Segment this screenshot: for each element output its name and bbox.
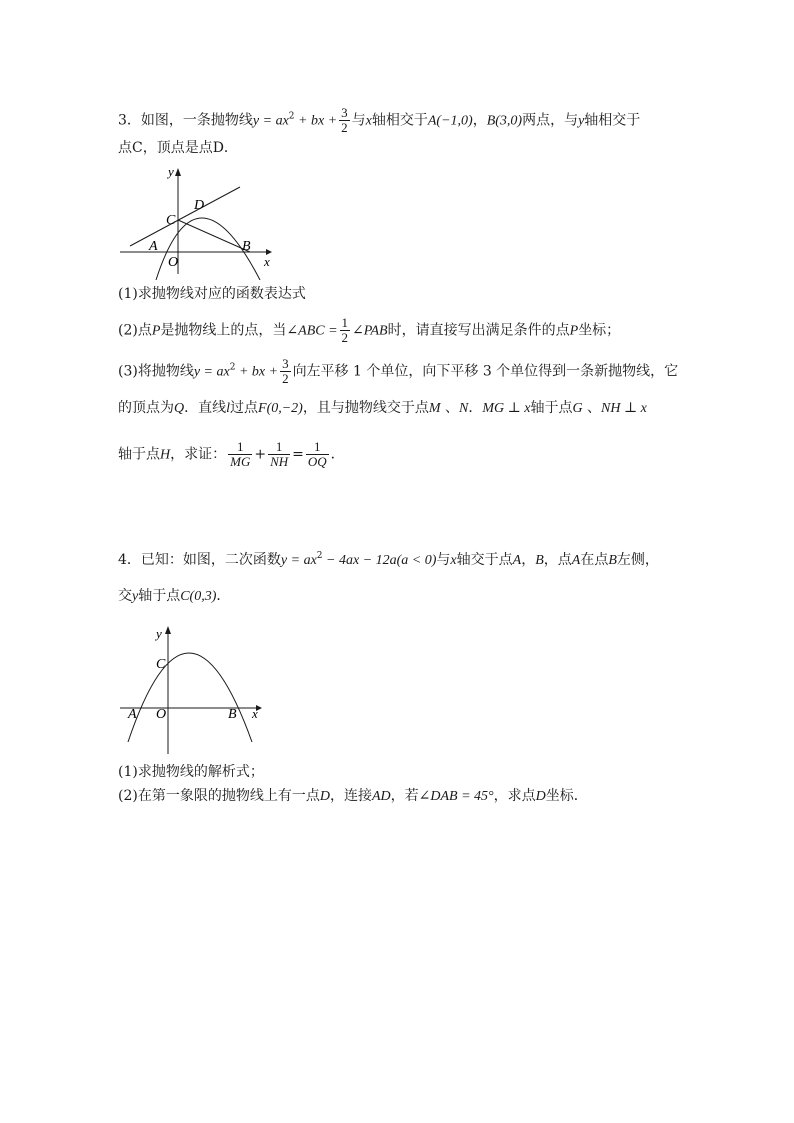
fraction: $\frac{1}{2}$ — [341, 315, 349, 345]
q4-part1: (1)求抛物线的解析式； — [118, 764, 264, 780]
q3-part1: (1)求抛物线对应的函数表达式 — [118, 286, 306, 302]
fraction: $\frac{1}{OQ}$ — [307, 439, 327, 469]
q3-part2: (2)点P是抛物线上的点，当∠ABC = $\frac{1}{2}$ ∠PAB时，请直接写出满足条件的点P坐标； — [118, 315, 621, 345]
label-o: O — [156, 707, 167, 722]
fraction: $\frac{1}{NH}$ — [270, 439, 289, 469]
q4-figure — [116, 620, 266, 756]
label-b: B — [228, 707, 237, 722]
label-x: x — [252, 706, 258, 721]
parabola — [128, 653, 252, 742]
label-c: C — [166, 213, 176, 228]
label-y: y — [156, 626, 162, 641]
label-a: A — [149, 239, 158, 254]
fraction: $\frac{3}{2}$ — [282, 356, 289, 386]
y-arrow — [165, 626, 171, 634]
label-c: C — [156, 657, 166, 672]
q3-part3-line3: 轴于点H，求证： $\frac{1}{MG}$ + $\frac{1}{NH}$ = $\frac{1}{OQ}$ ． — [118, 439, 345, 469]
q3-line1: 3．如图，一条抛物线$y = ax^2$ + bx + $\frac{3}{2}$ 与x轴相交于A(−1,0)，B(3,0)两点，与y轴相交于 — [118, 105, 641, 135]
q3-figure — [116, 162, 276, 280]
label-y: y — [168, 164, 174, 179]
label-x: x — [264, 254, 270, 269]
fraction: $\frac{1}{MG}$ — [230, 439, 251, 469]
label-o: O — [168, 255, 179, 270]
segment-cb — [178, 220, 250, 252]
label-a: A — [128, 707, 137, 722]
q4-part2: (2)在第一象限的抛物线上有一点D，连接AD，若∠DAB = 45°，求点D坐标． — [118, 788, 588, 804]
label-d: D — [194, 198, 205, 213]
fraction: $\frac{3}{2}$ — [341, 105, 348, 135]
q3-part3-line1: (3)将抛物线$y = ax^2$ + bx + $\frac{3}{2}$ 向左平移 1 个单位，向下平移 3 个单位得到一条新抛物线，它 — [118, 356, 679, 386]
label-b: B — [242, 239, 251, 254]
q3-part3-line2: 的顶点为Q．直线l过点F(0,−2)，且与抛物线交于点M 、N．MG ⊥ x轴于点G 、NH ⊥ x — [118, 400, 647, 416]
q3-line2: 点C，顶点是点D． — [118, 140, 238, 156]
q4-line2: 交y轴于点C(0,3)． — [118, 588, 231, 604]
line-ac — [130, 187, 240, 246]
q4-line1: 4．已知：如图，二次函数$y = ax^2 - 4ax - 12a(a < 0)$与x轴交于点A，B，点A在点B左侧， — [118, 551, 659, 568]
y-arrow — [175, 168, 181, 176]
